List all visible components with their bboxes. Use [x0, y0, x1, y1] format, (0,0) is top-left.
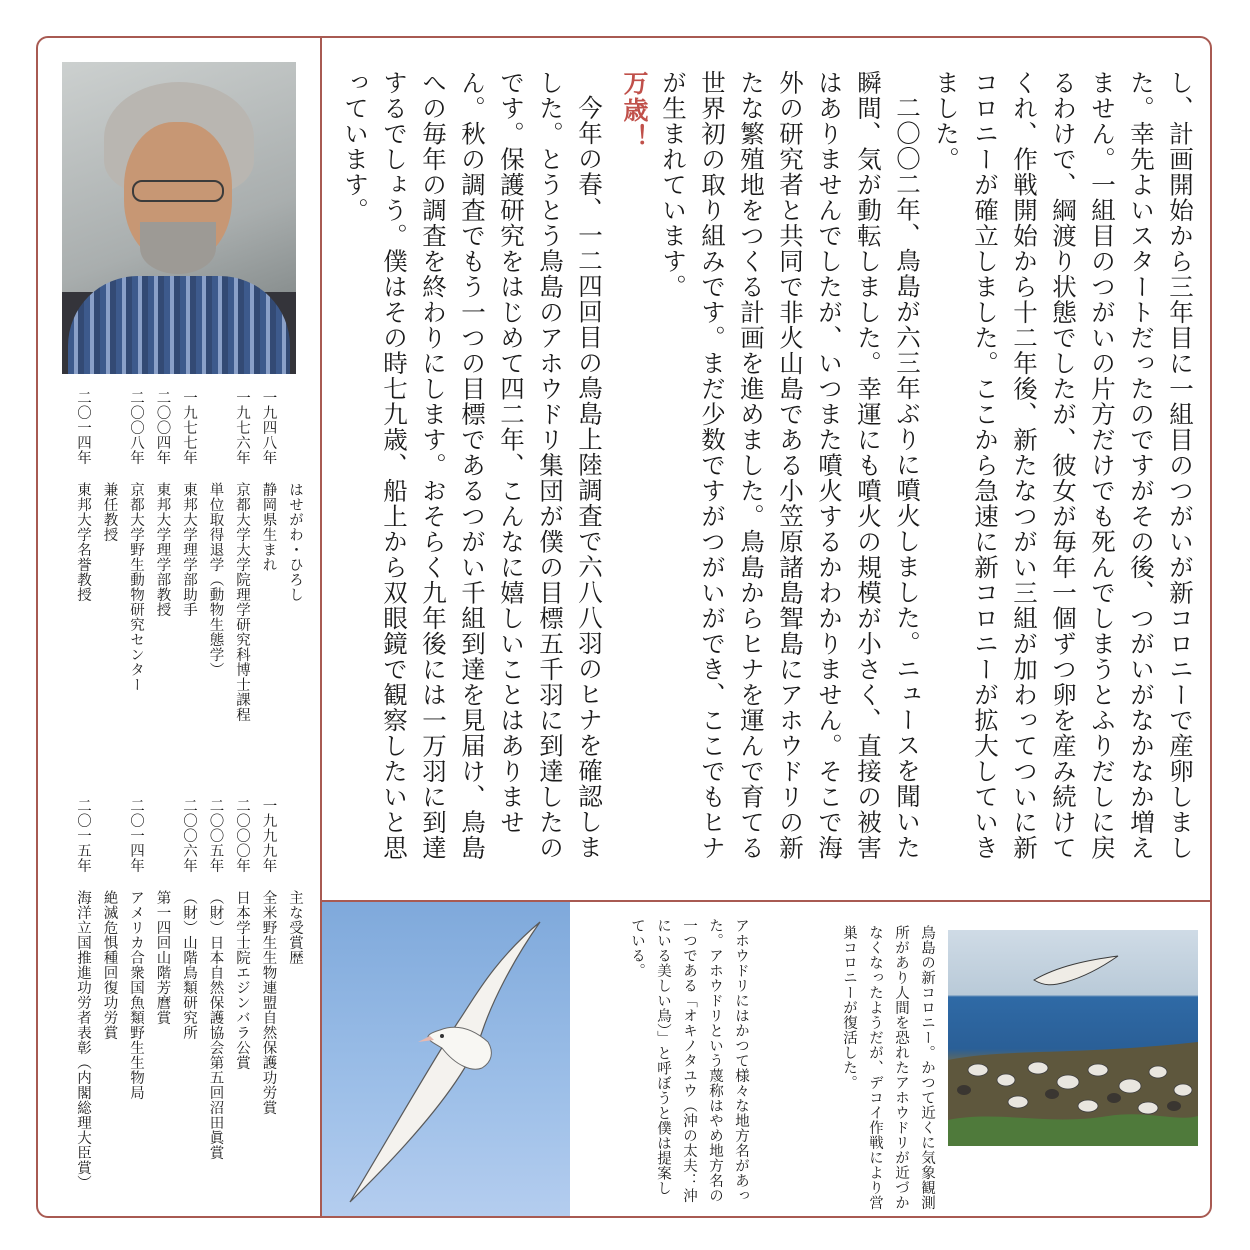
colony-caption: 鳥島の新コロニー。かつて近くに気象観測所があり人間を恐れたアホウドリが近づかなくなったようだが、デコイ作戦により営巣コロニーが復活した。: [841, 925, 935, 1210]
bio-text: 東邦大学名誉教授: [75, 482, 91, 602]
bio-year: 一九七六年: [234, 390, 250, 465]
award-item: [176, 798, 203, 1208]
bio-item: [229, 390, 256, 810]
article-paragraph-2: 二〇〇二年、鳥島が六三年ぶりに噴火しました。ニュースを聞いた瞬間、気が動転しました。幸運にも噴火の規模が小さく、直接の被害はありませんでしたが、いつまた噴火するかわかりません。そこで海外の研究者と共同で非火山島である小笠原諸島聟島にアホウドリの新たな繁殖地をつくる計画を進めました。鳥島からヒナを運んで育てる世界初の取り組みです。まだ少数ですがつがいができ、ここでもヒナが生まれています。: [659, 70, 922, 861]
bio-item: [149, 390, 176, 810]
bio-year: 一九四八年: [260, 390, 277, 465]
bio-text: 京都大学野生動物研究センター: [128, 482, 144, 692]
award-item: [149, 798, 176, 1208]
award-year: 二〇一四年: [128, 798, 144, 873]
colony-scene-icon: [948, 930, 1198, 1146]
bio-year: [96, 390, 123, 482]
albatross-flying-photo: [322, 902, 570, 1216]
award-item: [70, 798, 97, 1208]
bio-name-row: [282, 390, 309, 810]
bio-year: 二〇一四年: [75, 390, 91, 465]
section-heading: 万歳！: [620, 70, 649, 151]
bio-year: [202, 390, 229, 482]
award-year: 二〇〇六年: [181, 798, 197, 873]
award-year: [96, 798, 123, 890]
bio-item: [123, 390, 150, 810]
award-text: 全米野生生物連盟自然保護功労賞: [260, 890, 277, 1115]
bio-item: [202, 390, 229, 810]
bio-text: 東邦大学理学部助手: [181, 482, 197, 617]
bio-text: 東邦大学理学部教授: [154, 482, 171, 617]
awards-list: [58, 798, 308, 1208]
award-text: アメリカ合衆国魚類野生生物局: [128, 890, 144, 1100]
award-year: [149, 798, 176, 890]
bio-item: [70, 390, 97, 810]
award-item: [202, 798, 229, 1208]
award-text: （財）日本自然保護協会第五回沼田眞賞: [207, 890, 224, 1160]
award-year: 一九九九年: [260, 798, 277, 873]
awards-title: 主な受賞歴: [287, 890, 303, 965]
name-caption: アホウドリにはかつて様々な地方名があった。アホウドリという蔑称はやめ地方名の一つである「オキノタユウ（沖の太夫：沖にいる美しい鳥）」と呼ぼうと僕は提案している。: [629, 918, 749, 1203]
bio-item: [255, 390, 282, 810]
author-name: はせがわ・ひろし: [287, 482, 303, 602]
award-text: 日本学士院エジンバラ公賞: [234, 890, 250, 1070]
award-text: 第一四回山階芳麿賞: [154, 890, 171, 1025]
award-year: 二〇一五年: [75, 798, 91, 873]
colony-photo: [948, 930, 1198, 1146]
author-portrait: [62, 62, 296, 374]
bio-text: 単位取得退学（動物生態学）: [207, 482, 224, 677]
article-paragraph-1: し、計画開始から三年目に一組目のつがいが新コロニーで産卵しました。幸先よいスタートだったのですがその後、つがいがなかなか増えません。一組目のつがいの片方だけでも死んでしまうとふりだしに戻るわけで、綱渡り状態でしたが、彼女が毎年一個ずつ卵を産み続けてくれ、作戦開始から十二年後、新たなつがい三組が加わってついに新コロニーが確立しました。ここから急速に新コロニーが拡大していきました。: [932, 70, 1195, 861]
author-bio: [58, 390, 308, 810]
bio-year: 二〇〇四年: [154, 390, 171, 465]
awards-title-row: [282, 798, 309, 1208]
award-year: 二〇〇〇年: [234, 798, 250, 873]
article-paragraph-3: 今年の春、一二四回目の鳥島上陸調査で六八八羽のヒナを確認しました。とうとう鳥島のアホウドリ集団が僕の目標五千羽に到達したのです。保護研究をはじめて四二年、こんなに嬉しいことはありません。秋の調査でもう一つの目標であるつがい千組到達を見届け、鳥島への毎年の調査を終わりにします。おそらく九年後には一万羽に到達するでしょう。僕はその時七九歳、船上から双眼鏡で観察したいと思っています。: [341, 70, 604, 861]
article-body: [330, 70, 1200, 880]
bio-year: 二〇〇八年: [128, 390, 144, 465]
bio-year: 一九七七年: [181, 390, 197, 465]
bio-text: 京都大学大学院理学研究科博士課程: [234, 482, 250, 722]
award-text: （財）山階鳥類研究所: [181, 890, 197, 1040]
award-year: 二〇〇五年: [207, 798, 224, 873]
bio-text: 兼任教授: [101, 482, 118, 542]
bio-item: [176, 390, 203, 810]
award-item: [255, 798, 282, 1208]
award-item: [229, 798, 256, 1208]
bio-item: [96, 390, 123, 810]
award-text: 海洋立国推進功労者表彰（内閣総理大臣賞）: [75, 890, 91, 1190]
bio-text: 静岡県生まれ: [260, 482, 277, 572]
albatross-icon: [322, 902, 570, 1216]
award-text: 絶滅危惧種回復功労賞: [101, 890, 118, 1040]
award-item: [123, 798, 150, 1208]
award-item: [96, 798, 123, 1208]
